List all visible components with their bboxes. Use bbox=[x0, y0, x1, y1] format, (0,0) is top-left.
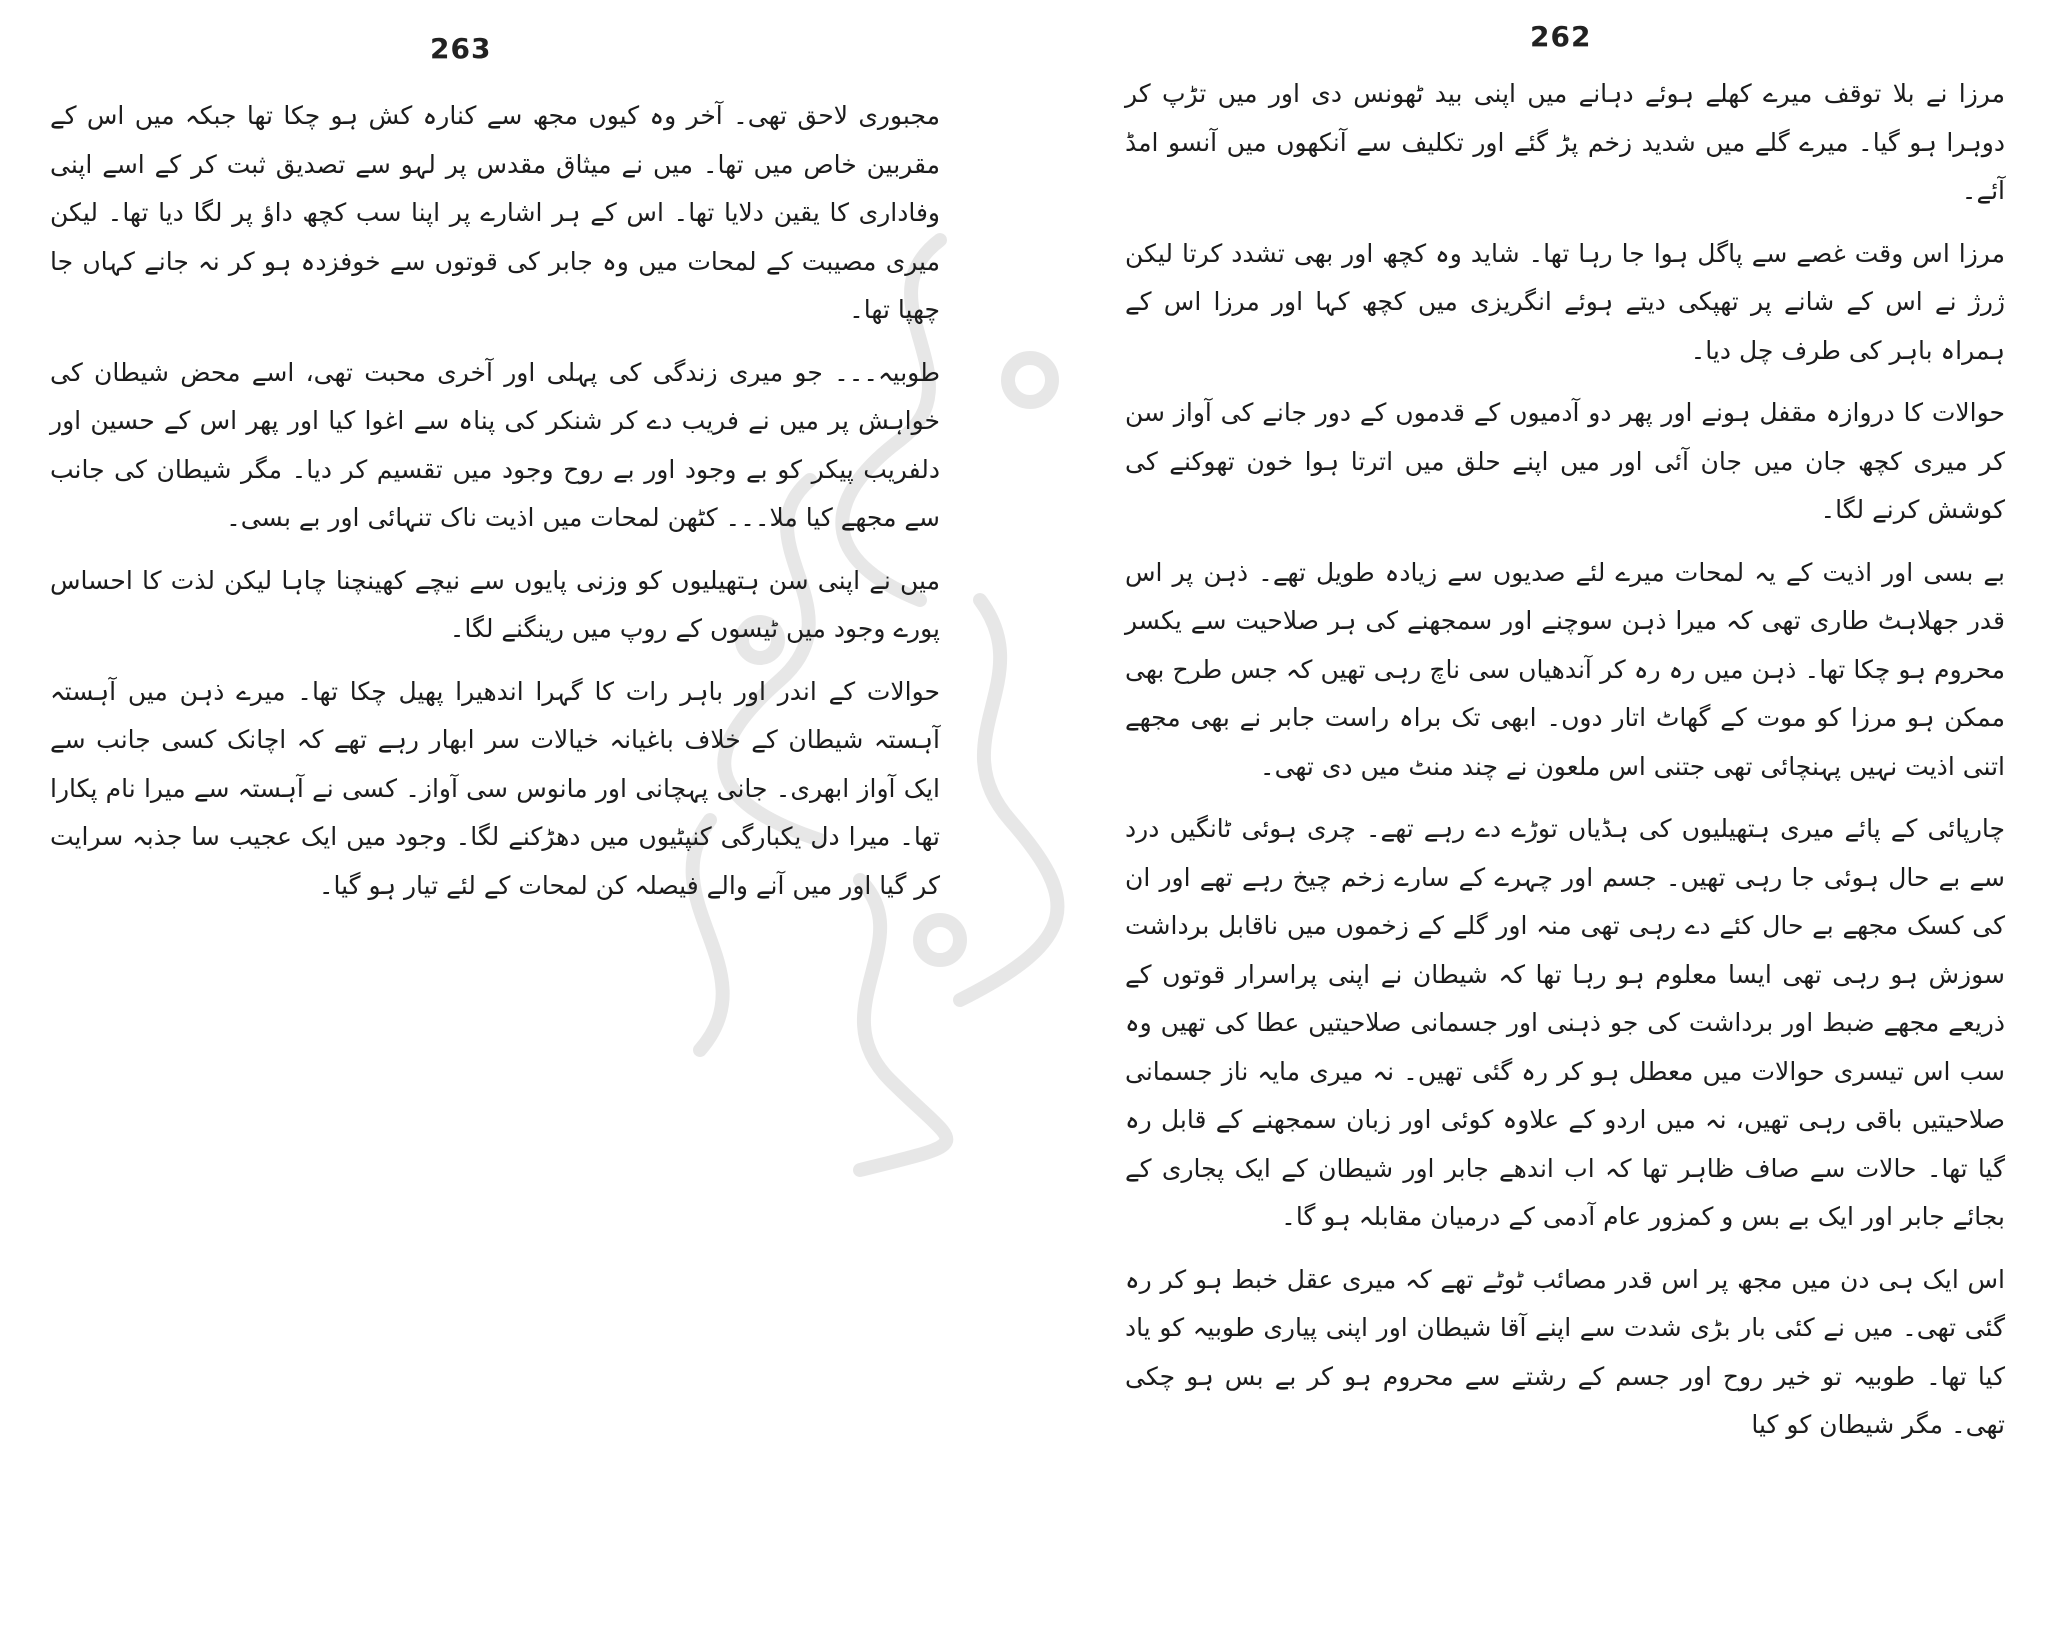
paragraph: اس ایک ہی دن میں مجھ پر اس قدر مصائب ٹوٹے تھے کہ میری عقل خبط ہو کر رہ گئی تھی۔ میں نے کئی بار بڑی شدت سے اپنے آقا شیطان اور اپنی پیاری طوبیہ کو یاد کیا تھا۔ طوبیہ تو خیر روح اور جسم کے رشتے سے محروم ہو کر بے بس ہو چکی تھی۔ مگر شیطان کو کیا bbox=[1125, 1264, 2005, 1439]
page-number-right: 262 bbox=[1530, 20, 1592, 53]
paragraph: مجبوری لاحق تھی۔ آخر وہ کیوں مجھ سے کنارہ کش ہو چکا تھا جبکہ میں اس کے مقربین خاص میں تھا۔ میں نے میثاق مقدس پر لہو سے تصدیق ثبت کر کے اسے اپنی وفاداری کا یقین دلایا تھا۔ اس کے ہر اشارے پر اپنا سب کچھ داؤ پر لگا دیا تھا۔ لیکن میری مصیبت کے لمحات میں وہ جابر کی قوتوں سے خوفزدہ ہو کر نہ جانے کہاں جا چھپا تھا۔ bbox=[50, 101, 940, 324]
paragraph: بے بسی اور اذیت کے یہ لمحات میرے لئے صدیوں سے زیادہ طویل تھے۔ ذہن پر اس قدر جھلاہٹ طاری تھی کہ میرا ذہن سوچنے اور سمجھنے کی ہر صلاحیت سے یکسر محروم ہو چکا تھا۔ ذہن میں رہ رہ کر آندھیاں سی ناچ رہی تھیں کہ جس طرح بھی ممکن ہو مرزا کو موت کے گھاٹ اتار دوں۔ ابھی تک براہ راست جابر نے بھی مجھے اتنی اذیت نہیں پہنچائی تھی جتنی اس ملعون نے چند منٹ میں دی تھی۔ bbox=[1125, 557, 2005, 781]
right-page-text bbox=[1125, 70, 2005, 1464]
paragraph: مرزا نے بلا توقف میرے کھلے ہوئے دہانے میں اپنی بید ٹھونس دی اور میں تڑپ کر دوہرا ہو گیا۔ میرے گلے میں شدید زخم پڑ گئے اور تکلیف سے آنکھوں میں آنسو امڈ آئے۔ bbox=[1125, 79, 2005, 205]
paragraph: میں نے اپنی سن ہتھیلیوں کو وزنی پایوں سے نیچے کھینچنا چاہا لیکن لذت کا احساس پورے وجود میں ٹیسوں کے روپ میں رینگنے لگا۔ bbox=[50, 565, 940, 643]
page-number-left: 263 bbox=[430, 32, 492, 65]
paragraph: طوبیہ۔۔۔ جو میری زندگی کی پہلی اور آخری محبت تھی، اسے محض شیطان کی خواہش پر میں نے فریب دے کر شنکر کی پناہ سے اغوا کیا اور پھر اس کے حسین اور دلفریب پیکر کو بے وجود اور بے روح وجود میں تقسیم کر دیا۔ مگر شیطان کی جانب سے مجھے کیا ملا۔۔۔ کٹھن لمحات میں اذیت ناک تنہائی اور بے بسی۔ bbox=[50, 357, 940, 532]
paragraph: چارپائی کے پائے میری ہتھیلیوں کی ہڈیاں توڑے دے رہے تھے۔ چری ہوئی ٹانگیں درد سے بے حال ہوئی جا رہی تھیں۔ جسم اور چہرے کے سارے زخم چیخ رہے تھے اور ان کی کسک مجھے بے حال کئے دے رہی تھی منہ اور گلے کے زخموں میں ناقابل برداشت سوزش ہو رہی تھی ایسا معلوم ہو رہا تھا کہ شیطان نے اپنی پراسرار قوتوں کے ذریعے مجھے ضبط اور برداشت کی جو ذہنی اور جسمانی صلاحیتیں عطا کی تھیں وہ سب اس تیسری حوالات میں معطل ہو کر رہ گئی تھیں۔ نہ میری مایہ ناز جسمانی صلاحیتیں باقی رہی تھیں، نہ میں اردو کے علاوہ کوئی اور زبان سمجھنے کے قابل رہ گیا تھا۔ حالات سے صاف ظاہر تھا کہ اب اندھے جابر اور شیطان کے ایک پجاری کے بجائے جابر اور ایک بے بس و کمزور عام آدمی کے درمیان مقابلہ ہو گا۔ bbox=[1125, 814, 2005, 1231]
right-page bbox=[1110, 0, 2020, 1648]
left-page bbox=[30, 0, 960, 1648]
paragraph: حوالات کے اندر اور باہر رات کا گہرا اندھیرا پھیل چکا تھا۔ میرے ذہن میں آہستہ آہستہ شیطان کے خلاف باغیانہ خیالات سر ابھار رہے تھے کہ اچانک کسی جانب سے ایک آواز ابھری۔ جانی پہچانی اور مانوس سی آواز۔ کسی نے آہستہ سے میرا نام پکارا تھا۔ میرا دل یکبارگی کنپٹیوں میں دھڑکنے لگا۔ وجود میں ایک عجیب سا جذبہ سرایت کر گیا اور میں آنے والے فیصلہ کن لمحات کے لئے تیار ہو گیا۔ bbox=[50, 676, 940, 900]
paragraph: مرزا اس وقت غصے سے پاگل ہوا جا رہا تھا۔ شاید وہ کچھ اور بھی تشدد کرتا لیکن ژرژ نے اس کے شانے پر تھپکی دیتے ہوئے انگریزی میں کچھ کہا اور مرزا اس کے ہمراہ باہر کی طرف چل دیا۔ bbox=[1125, 238, 2005, 365]
paragraph: حوالات کا دروازہ مقفل ہونے اور پھر دو آدمیوں کے قدموں کے دور جانے کی آواز سن کر میری کچھ جان میں جان آئی اور میں اپنے حلق میں اترتا ہوا خون تھوکنے کی کوشش کرنے لگا۔ bbox=[1125, 398, 2005, 524]
left-page-text bbox=[50, 92, 940, 924]
